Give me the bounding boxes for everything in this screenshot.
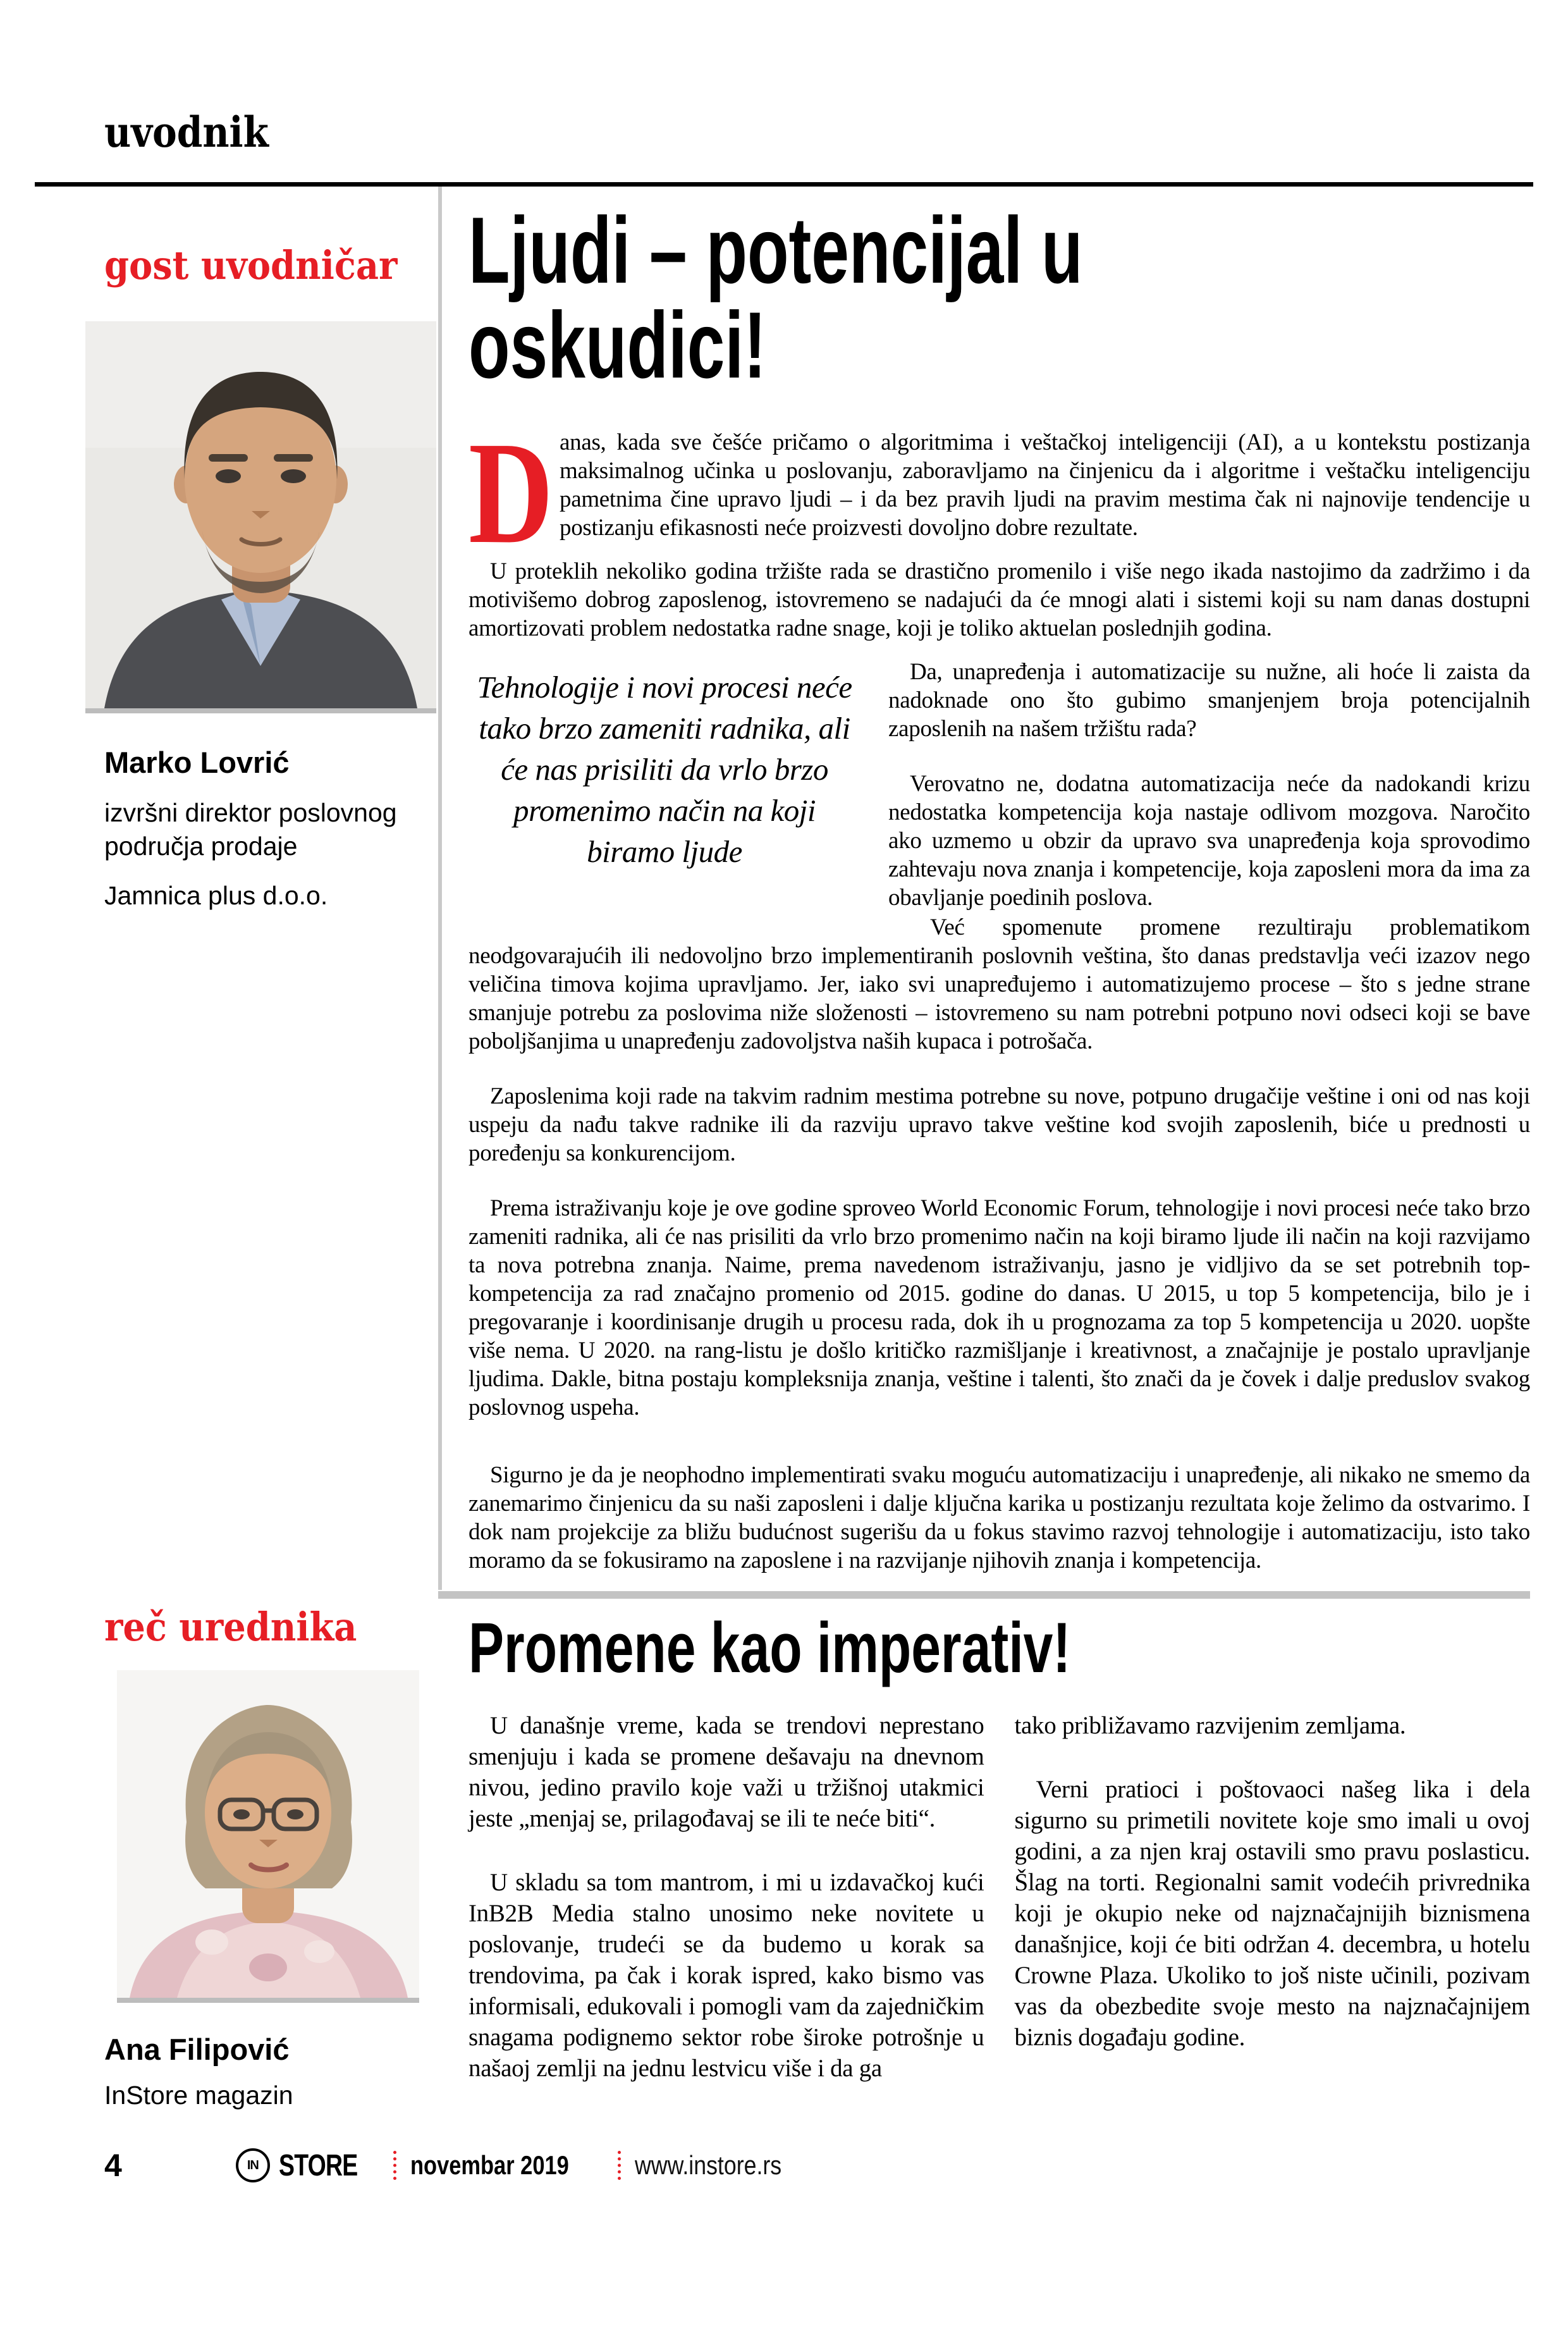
issue-date: novembar 2019 — [410, 2150, 570, 2180]
portrait-woman-illustration — [117, 1670, 419, 1998]
guest-name: Marko Lovrić — [104, 746, 290, 779]
paragraph: Već spomenute promene rezultiraju problematikom neodgovarajućih ili nedovoljno brzo implementiranih poslovnih veština, što danas predstavlja veći izazov nego veličina timova kojima upravljamo. Jer, iako svi unapređujemo i automatizujemo procese – što s jedne strane smanjuje potrebu za poslovima niže složenosti – istovremeno su nam potrebni potpuno novi odseci koji se bave poboljšanjima u unapređenju zadovoljstva naših kupaca i potrošača. — [469, 914, 1530, 1054]
article1-title-line1: Ljudi – potencijal u — [469, 197, 1083, 303]
article1-title-line2: oskudici! — [469, 292, 766, 398]
article1-title — [469, 197, 1530, 398]
page-footer — [104, 2147, 1530, 2184]
editor-word-label: reč urednika — [104, 1604, 357, 1650]
instore-logo-icon: IN — [236, 2148, 270, 2182]
paragraph: Zaposlenima koji rade na takvim radnim mestima potrebne su nove, potpuno drugačije veštine i oni od nas koji uspeju da nađu takve radnike ili da razviju upravo takve veštine kod svojih zaposlenih, biće u prednosti u poređenju sa konkurencijom. — [469, 1083, 1530, 1166]
guest-portrait-photo — [85, 321, 436, 713]
guest-role: izvršni direktor poslovnog područja prodaje — [104, 798, 397, 861]
footer-divider-icon — [393, 2151, 396, 2180]
pull-quote: Tehnologije i novi procesi neće tako brzo zameniti radnika, ali će nas prisiliti da vrlo brzo promenimo način na koji biramo ljude — [477, 670, 852, 869]
article2-columns — [469, 1710, 1530, 2117]
footer-divider-icon — [618, 2151, 621, 2180]
paragraph: U proteklih nekoliko godina tržište rada se drastično promenilo i više nego ikada nastojimo da zadržimo i da motivišemo dobrog zaposlenog, istovremeno se nadajući da će mnogi alati i sistemi koji su nam danas dostupni amortizovati problem nedostatka radne snage, koji je toliko aktuelan poslednjih godina. — [469, 558, 1530, 641]
section-divider-bar — [438, 1591, 1530, 1599]
guest-editor-label: gost uvodničar — [104, 242, 398, 288]
website-url: www.instore.rs — [635, 2150, 782, 2180]
portrait-man-illustration — [85, 321, 436, 708]
guest-article — [438, 187, 1530, 1590]
drop-cap: D — [469, 412, 553, 574]
top-section — [104, 187, 1530, 1590]
header-rule — [35, 182, 1533, 187]
editor-name: Ana Filipović — [104, 2033, 290, 2066]
paragraph: U današnje vreme, kada se trendovi neprestano smenjuju i kada se promene dešavaju na dnevnom nivou, jedino pravilo koje važi u tržišnoj utakmici jeste „menjaj se, prilagođavaj se ili te neće biti“. — [469, 1712, 984, 1832]
article2-title: Promene kao imperativ! — [469, 1608, 1071, 1687]
paragraph: Sigurno je da je neophodno implementirati svaku moguću automatizaciju i unapređenje, ali nikako ne smemo da zanemarimo činjenicu da su naši zaposleni i dalje ključna karika u postizanju rezultata koje želimo da ostvarimo. I dok nam projekcije za bližu budućnost sugerišu da u fokus stavimo razvoj tehnologije i automatizaciju, isto tako moramo da se fokusiramo na zaposlene i na razvijanje njihovih znanja i kompetencija. — [469, 1462, 1530, 1573]
guest-company: Jamnica plus d.o.o. — [104, 881, 328, 910]
article2-left-column — [469, 1710, 984, 2117]
editor-company: InStore magazin — [104, 2081, 293, 2110]
paragraph: U skladu sa tom mantrom, i mi u izdavačkoj kući InB2B Media stalno unosimo neke novitete u poslovanje, trudeći se da budemo u korak sa trendovima, pa čak i korak ispred, kako bismo vas informisali, edukovali i pomogli vam da zajedničkim snagama podignemo sektor robe široke potrošnje u našaoj zemlji na jednu lestvicu više i da ga — [469, 1869, 984, 2082]
paragraph: Verovatno ne, dodatna automatizacija neće da nadokandi krizu nedostatka kompetencija koja nastaje odlivom mozgova. Naročito ako uzmemo u obzir da upravo sva unapređenja koja sprovodimo zahtevaju nova znanja i kompetencije, koja zaposleni mora da ima za obavljanje poedinih poslova. — [888, 771, 1530, 911]
article2-right-column — [1015, 1710, 1531, 2117]
paragraph: Da, unapređenja i automatizacije su nužne, ali hoće li zaista da nadoknade ono što gubimo smanjenjem broja potencijalnih zaposlenih na našem tržištu rada? — [888, 659, 1530, 742]
section-kicker: uvodnik — [104, 108, 269, 157]
right-text-column — [888, 658, 1530, 938]
guest-sidebar — [104, 187, 438, 1590]
paragraph: Danas, kada sve češće pričamo o algoritmima i veštačkoj inteligenciji (AI), a u kontekstu postizanja maksimalnog učinka u poslovanju, zaboravljamo na činjenicu da i algoritme i veštačku inteligenciju pametnima čine upravo ljudi – i da bez pravih ljudi na pravim mestima čak ni najnovije tendencije u postizanju efikasnosti neće proizvesti dovoljno dobre rezultate. — [469, 412, 1530, 574]
paragraph: tako približavamo razvijenim zemljama. — [1014, 1712, 1406, 1739]
editor-article — [438, 1590, 1530, 2117]
article1-body — [469, 412, 1530, 1575]
page-number: 4 — [104, 2148, 122, 2183]
editor-portrait-photo — [117, 1670, 419, 2003]
bottom-section — [104, 1590, 1530, 2117]
editor-sidebar — [104, 1590, 438, 2117]
paragraph: Prema istraživanju koje je ove godine sproveo World Economic Forum, tehnologije i novi procesi neće tako brzo zameniti radnika, ali će nas prisiliti da vrlo brzo promenimo način na koji biramo ljude ili način na koji razvijamo ta nova potrebna znanja. Naime, prema navedenom istraživanju, jasno je vidljivo da se set potrebnih top-kompetencija za rad značajno promenio od 2015. godine do danas. U 2015, u top 5 kompetencija, bilo je i pregovaranje i koordinisanje drugih u procesu rada, dok ih u prognozama za top 5 kompetencija u 2020. uopšte više nema. U 2020. na rang-listu je došlo kritičko razmišljanje i kreativnost, a značajnije je postalo upravljanje ljudima. Dakle, bitna postaju kompleksnija znanja, veštine i talenti, što znači da je čovek i dalje preduslov svakog poslovnog uspeha. — [469, 1195, 1530, 1420]
quote-and-column — [469, 658, 1530, 938]
magazine-brand — [236, 2148, 379, 2183]
brand-name: STORE — [278, 2148, 358, 2182]
paragraph: Verni pratioci i poštovaoci našeg lika i dela sigurno su primetili novitete koje smo imali u ovoj godini, a za njen kraj ostavili smo pravu poslasticu. Šlag na torti. Regionalni samit vodećih privrednika koji je okupio neke od najznačajnijih biznismena današnjice, koji će biti održan 4. decembra, u hotelu Crowne Plaza. Ukoliko to još niste učinili, pozivam vas da obezbedite svoje mesto na najznačajnijem biznis događaju godine. — [1014, 1776, 1530, 2051]
